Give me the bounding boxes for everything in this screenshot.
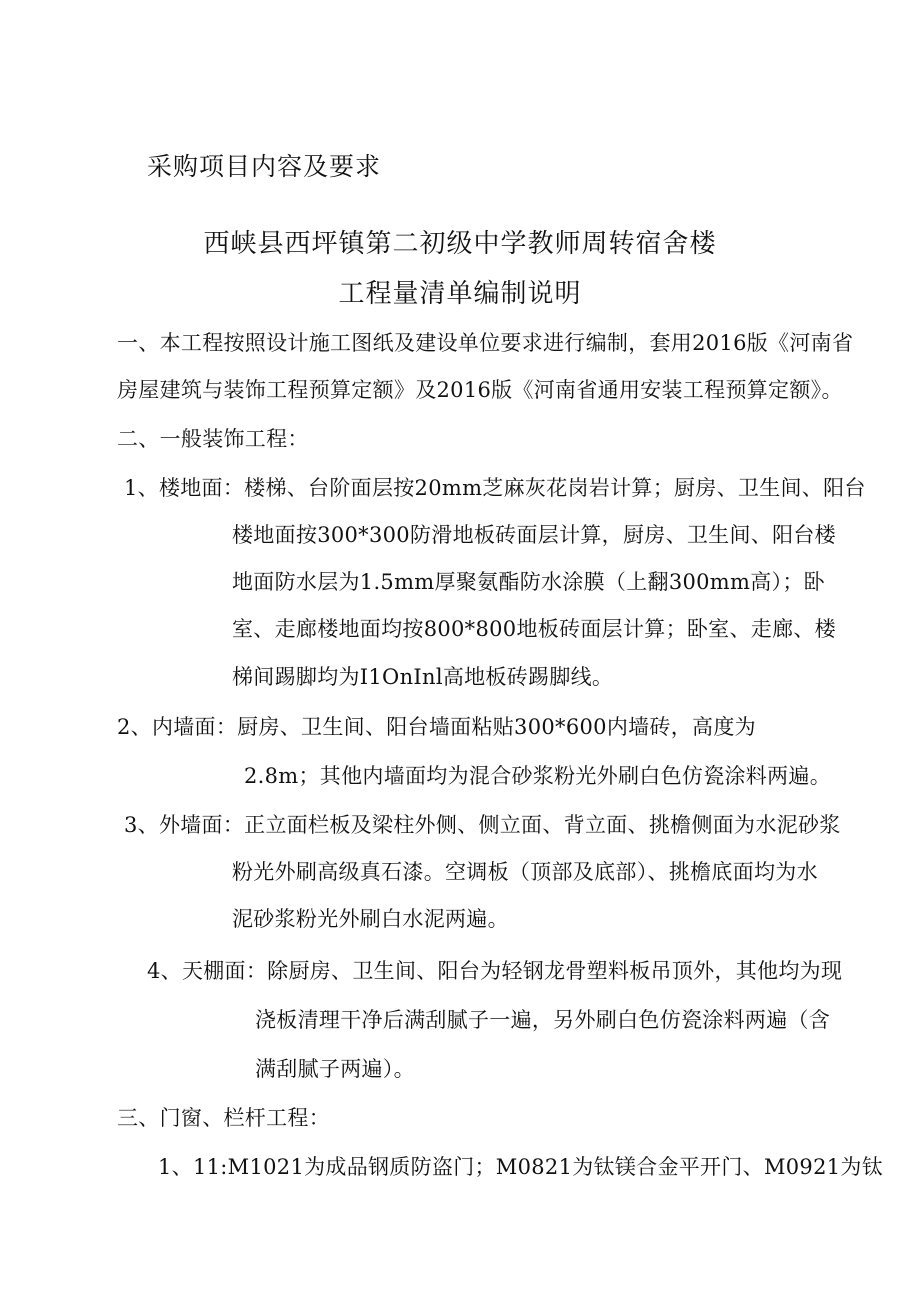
item-4-line-3: 满刮腻子两遍）。 <box>255 1057 415 1081</box>
item-1-line-1: 1、楼地面：楼梯、台阶面层按20mm芝麻灰花岗岩计算；厨房、卫生间、阳台 <box>124 476 866 500</box>
section-heading: 采购项目内容及要求 <box>147 152 382 181</box>
item-3-line-3: 泥砂浆粉光外刷白水泥两遍。 <box>232 907 509 931</box>
item-4-line-1: 4、天棚面：除厨房、卫生间、阳台为轻钢龙骨塑料板吊顶外，其他均为现 <box>147 959 843 983</box>
paragraph-1-line-1: 一、本工程按照设计施工图纸及建设单位要求进行编制，套用2016版《河南省 <box>117 331 854 355</box>
paragraph-1-line-2: 房屋建筑与装饰工程预算定额》及2016版《河南省通用安装工程预算定额》。 <box>117 378 843 402</box>
item-1-line-4: 室、走廊楼地面均按800*800地板砖面层计算；卧室、走廊、楼 <box>232 617 836 641</box>
document-title-line-1: 西峡县西坪镇第二初级中学教师周转宿舍楼 <box>203 229 717 259</box>
item-2-line-1: 2、内墙面：厨房、卫生间、阳台墙面粘贴300*600内墙砖，高度为 <box>117 715 756 739</box>
section-3-item-1-line-1: 1、11:M1021为成品钢质防盗门；M0821为钛镁合金平开门、M0921为钛 <box>158 1155 883 1179</box>
item-1-line-3: 地面防水层为1.5mm厚聚氨酯防水涂膜（上翻300mm高）；卧 <box>232 570 825 594</box>
item-4-line-2: 浇板清理干净后满刮腻子一遍，另外刷白色仿瓷涂料两遍（含 <box>255 1008 831 1032</box>
item-2-line-2: 2.8m；其他内墙面均为混合砂浆粉光外刷白色仿瓷涂料两遍。 <box>244 764 832 788</box>
document-title-line-2: 工程量清单编制说明 <box>338 279 582 309</box>
item-1-line-5: 梯间踢脚均为I1OnInl高地板砖踢脚线。 <box>232 665 614 689</box>
item-1-line-2: 楼地面按300*300防滑地板砖面层计算，厨房、卫生间、阳台楼 <box>232 523 836 547</box>
item-3-line-1: 3、外墙面：正立面栏板及梁柱外侧、侧立面、背立面、挑檐侧面为水泥砂浆 <box>124 813 841 837</box>
section-3-heading: 三、门窗、栏杆工程： <box>117 1106 330 1130</box>
section-2-heading: 二、一般装饰工程： <box>117 427 309 451</box>
item-3-line-2: 粉光外刷高级真石漆。空调板（顶部及底部）、挑檐底面均为水 <box>232 860 818 884</box>
